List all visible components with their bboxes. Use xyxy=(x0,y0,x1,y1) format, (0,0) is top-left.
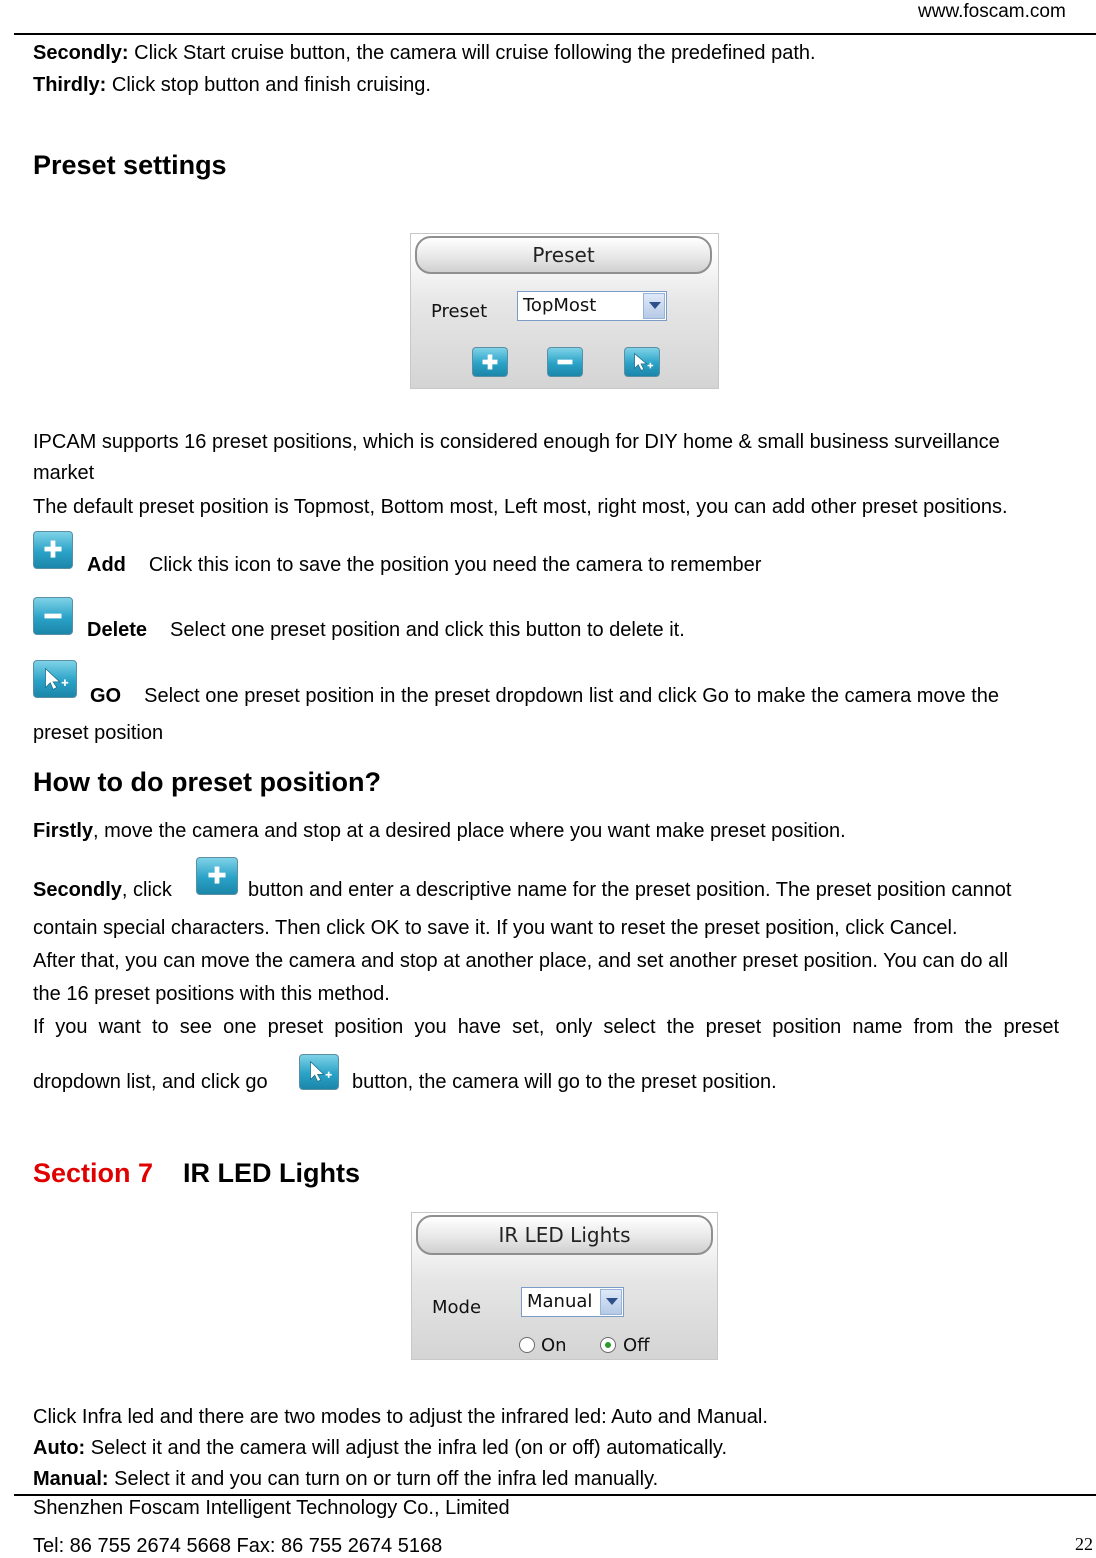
howto-line4: After that, you can move the camera and stop at another place, and set another preset position. You can do all xyxy=(33,950,1009,972)
preset-paragraph-1b: market xyxy=(33,462,95,484)
footer-contact: Tel: 86 755 2674 5668 Fax: 86 755 2674 5168 xyxy=(33,1535,443,1557)
add-icon xyxy=(196,857,238,895)
go-arrow-icon xyxy=(33,660,77,698)
howto-heading: How to do preset position? xyxy=(33,767,381,797)
preset-label: Preset xyxy=(431,301,488,322)
add-icon xyxy=(33,531,73,569)
intro-thirdly-label: Thirdly: xyxy=(33,74,107,96)
radio-on[interactable] xyxy=(519,1337,535,1353)
howto-secondly xyxy=(33,878,172,902)
howto-line3: contain special characters. Then click OK to save it. If you want to reset the preset position, click Cancel. xyxy=(33,917,958,939)
intro-thirdly xyxy=(33,73,431,97)
mode-label: Mode xyxy=(432,1297,482,1318)
preset-panel xyxy=(410,233,719,389)
section7-label: Section 7 xyxy=(33,1158,154,1188)
section7-heading xyxy=(33,1157,360,1189)
radio-on-label: On xyxy=(541,1335,567,1356)
howto-firstly xyxy=(33,819,846,843)
howto-secondly-label: Secondly xyxy=(33,879,122,901)
howto-secondly-post: button and enter a descriptive name for the preset position. The preset position cannot xyxy=(248,879,1012,901)
ir-paragraph: Click Infra led and there are two modes to adjust the infrared led: Auto and Manual. xyxy=(33,1406,768,1428)
section7-title: IR LED Lights xyxy=(183,1158,361,1188)
intro-thirdly-text: Click stop button and finish cruising. xyxy=(106,74,431,96)
intro-secondly xyxy=(33,41,816,65)
radio-off[interactable] xyxy=(600,1337,616,1353)
howto-line6: If you want to see one preset position you have set, only select the preset position name from the preset xyxy=(33,1016,1060,1038)
go-row-continued: preset position xyxy=(33,722,164,744)
delete-row-name: Delete xyxy=(87,619,148,641)
preset-select-value: TopMost xyxy=(523,295,597,316)
preset-panel-title-bar[interactable]: Preset xyxy=(415,236,712,274)
ir-panel-title-bar[interactable]: IR LED Lights xyxy=(416,1215,713,1255)
radio-off-label: Off xyxy=(623,1335,650,1356)
preset-paragraph-2: The default preset position is Topmost, Bottom most, Left most, right most, you can add other preset positions. xyxy=(33,496,1008,518)
mode-select[interactable] xyxy=(521,1287,624,1317)
ir-led-panel xyxy=(411,1212,718,1360)
go-arrow-icon xyxy=(299,1054,339,1090)
header-rule xyxy=(14,33,1096,35)
go-row xyxy=(90,684,999,708)
header-url: www.foscam.com xyxy=(918,1,1066,22)
go-row-desc: Select one preset position in the preset dropdown list and click Go to make the camera move the xyxy=(144,685,1000,707)
add-row-name: Add xyxy=(87,554,126,576)
delete-row-desc: Select one preset position and click this button to delete it. xyxy=(170,619,685,641)
minus-icon xyxy=(33,597,73,635)
chevron-down-icon xyxy=(600,1289,622,1315)
ir-manual-text: Select it and you can turn on or turn off the infra led manually. xyxy=(108,1468,659,1490)
go-arrow-icon[interactable] xyxy=(624,347,660,377)
howto-secondly-pre: , click xyxy=(121,879,172,901)
minus-icon[interactable] xyxy=(547,347,583,377)
howto-line7-post: button, the camera will go to the preset position. xyxy=(352,1071,777,1093)
mode-select-value: Manual xyxy=(527,1291,593,1312)
add-icon[interactable] xyxy=(472,347,508,377)
delete-row xyxy=(87,618,685,642)
ir-manual xyxy=(33,1467,658,1491)
howto-line7-pre: dropdown list, and click go xyxy=(33,1071,268,1093)
go-row-name: GO xyxy=(90,685,122,707)
intro-secondly-text: Click Start cruise button, the camera will cruise following the predefined path. xyxy=(128,42,816,64)
howto-line5: the 16 preset positions with this method. xyxy=(33,983,390,1005)
howto-firstly-text: , move the camera and stop at a desired place where you want make preset position. xyxy=(93,820,846,842)
ir-manual-label: Manual: xyxy=(33,1468,109,1490)
preset-paragraph-1a: IPCAM supports 16 preset positions, which is considered enough for DIY home & small business surveillance xyxy=(33,431,1000,453)
howto-firstly-label: Firstly xyxy=(33,820,94,842)
intro-secondly-label: Secondly: xyxy=(33,42,129,64)
add-row xyxy=(87,553,761,577)
preset-settings-heading: Preset settings xyxy=(33,150,227,180)
preset-select[interactable] xyxy=(517,291,667,321)
ir-auto-text: Select it and the camera will adjust the infra led (on or off) automatically. xyxy=(85,1437,727,1459)
add-row-desc: Click this icon to save the position you need the camera to remember xyxy=(148,554,762,576)
footer-company: Shenzhen Foscam Intelligent Technology Co., Limited xyxy=(33,1497,510,1519)
ir-auto xyxy=(33,1436,727,1460)
ir-auto-label: Auto: xyxy=(33,1437,86,1459)
chevron-down-icon xyxy=(643,293,665,319)
page-number: 22 xyxy=(1075,1534,1093,1554)
